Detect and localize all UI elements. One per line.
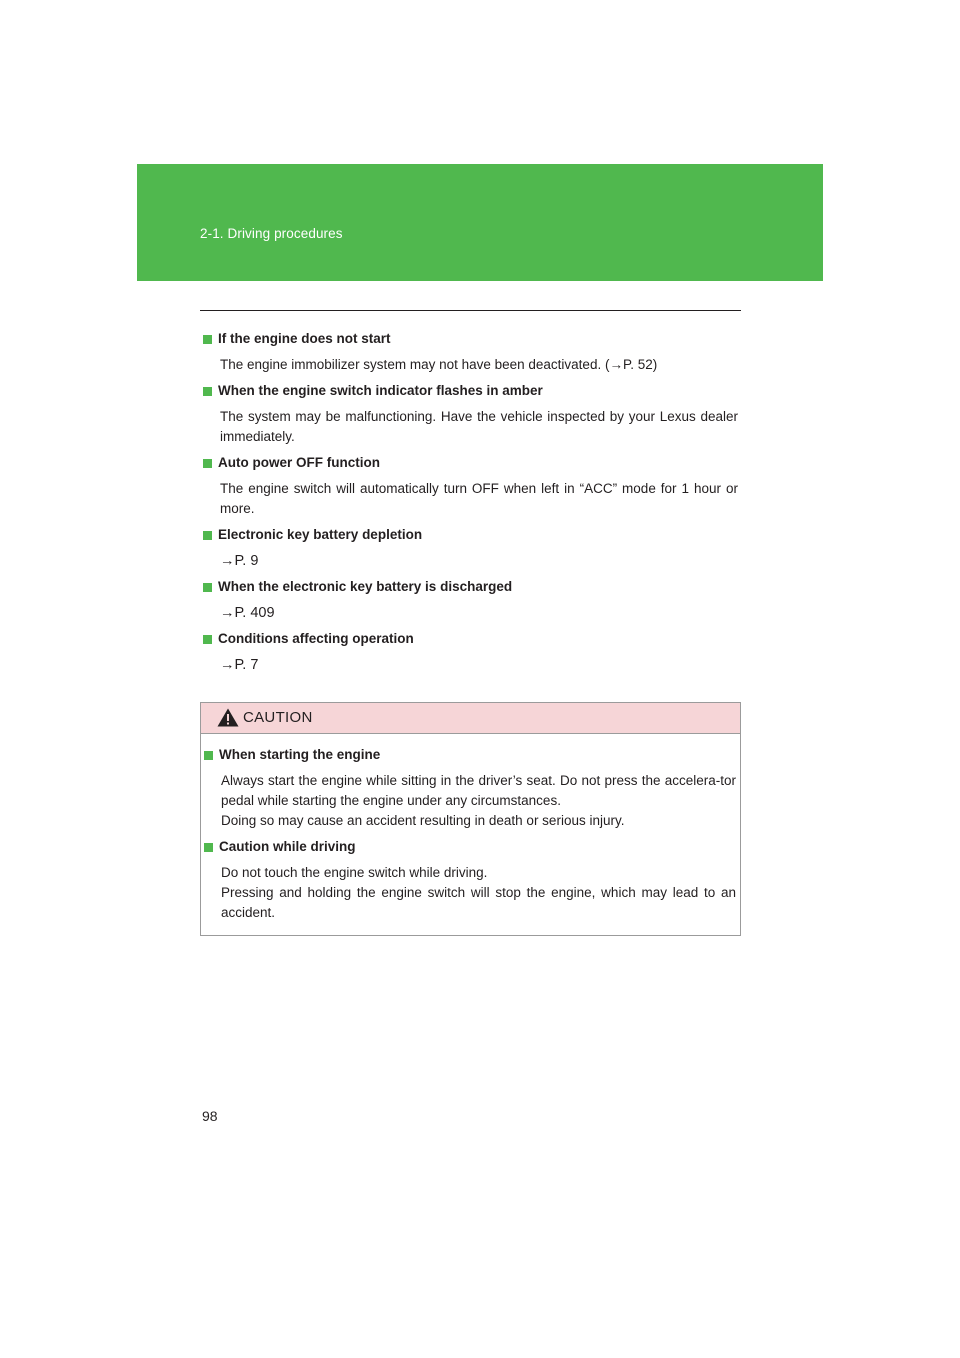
section-title: When the electronic key battery is discharged: [218, 579, 513, 594]
caution-paragraph: Do not touch the engine switch while driving.: [221, 865, 488, 880]
caution-paragraph: Pressing and holding the engine switch will stop the engine, which may lead to an accident.: [221, 885, 736, 920]
chapter-section-label: 2-1. Driving procedures: [200, 226, 343, 241]
caution-item: [204, 838, 736, 923]
page-reference-link[interactable]: →P. 7: [220, 657, 259, 673]
section-title: Conditions affecting operation: [218, 631, 414, 646]
section-title: Auto power OFF function: [218, 455, 380, 470]
info-sections: [203, 330, 738, 682]
info-section: [203, 630, 738, 675]
info-section: [203, 526, 738, 571]
square-bullet-icon: [204, 751, 213, 760]
caution-title: CAUTION: [243, 709, 313, 726]
square-bullet-icon: [203, 335, 212, 344]
page-number: 98: [202, 1108, 218, 1124]
caution-header: [201, 703, 740, 734]
page-reference-link[interactable]: →P. 9: [220, 553, 259, 569]
section-text: The engine switch will automatically turn OFF when left in “ACC” mode for 1 hour or more.: [220, 481, 738, 516]
caution-body: [204, 746, 736, 930]
square-bullet-icon: [203, 583, 212, 592]
square-bullet-icon: [203, 459, 212, 468]
chapter-header-band: [137, 164, 823, 281]
section-title: When the engine switch indicator flashes in amber: [218, 383, 543, 398]
caution-item-title: When starting the engine: [219, 747, 381, 762]
caution-paragraph: Always start the engine while sitting in the driver’s seat. Do not press the accelera-tor pedal while starting the engine under any circumstances.: [221, 773, 736, 808]
section-title: If the engine does not start: [218, 331, 391, 346]
section-text: The system may be malfunctioning. Have the vehicle inspected by your Lexus dealer immediately.: [220, 409, 738, 444]
square-bullet-icon: [203, 531, 212, 540]
info-section: [203, 330, 738, 375]
square-bullet-icon: [203, 635, 212, 644]
caution-item-title: Caution while driving: [219, 839, 356, 854]
warning-triangle-icon: [217, 708, 239, 727]
info-section: [203, 578, 738, 623]
section-text: The engine immobilizer system may not have been deactivated. (→P. 52): [220, 357, 658, 372]
square-bullet-icon: [204, 843, 213, 852]
caution-box: [200, 702, 741, 936]
info-section: [203, 454, 738, 519]
caution-paragraph: Doing so may cause an accident resulting in death or serious injury.: [221, 813, 625, 828]
section-title: Electronic key battery depletion: [218, 527, 423, 542]
info-section: [203, 382, 738, 447]
square-bullet-icon: [203, 387, 212, 396]
page-reference-link[interactable]: →P. 409: [220, 605, 275, 621]
section-divider: [200, 310, 741, 311]
caution-item: [204, 746, 736, 831]
